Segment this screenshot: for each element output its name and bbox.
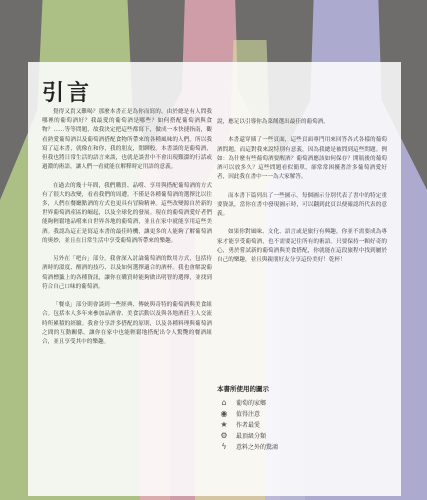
paragraph: 如果你對風味、文化、語言或是旅行有興趣，你並不需要成為專家才能享受葡萄酒，也不需要記住所有的術語。只要保持一顆好奇的心，勇於嘗試新的葡萄酒與美食搭配，你就能在這段旅程中找到屬於自己的樂趣，並且與親朋好友分享這份美好！乾杯！ — [217, 229, 387, 263]
legend-title: 本書所使用的圖示 — [217, 385, 269, 393]
home-icon: ⌂ — [221, 398, 227, 407]
legend-label: 葡萄的家鄉 — [236, 400, 267, 407]
legend-item — [217, 419, 387, 430]
paragraph: 「餐桌」部分則會談到一些經典、傳統與奇特的葡萄酒與美食組合。包括本人多年來參加品酒會、美食活動以及與各地酒莊主人交流時所累積的經驗。我會分享許多搭配的原則，以及各種料理與葡萄酒之間的互動關係，讓你在家中也能輕鬆地搭配出令人驚艷的餐酒組合，並且享受其中的樂趣。 — [42, 302, 212, 346]
paragraph: 本書還穿插了一些頁面，這些頁面專門用來回答各式各樣的葡萄酒問題，而這對我來說特別有意義，因為我總是被問到這些問題。例如：為什麼有些葡萄酒要醒酒？葡萄酒應該如何保存？開瓶後的葡萄酒可以放多久？這些問題看似簡單，卻常常困擾著許多葡萄酒愛好者，因此我在書中一一為大家解答。 — [217, 137, 387, 181]
legend-item — [217, 430, 387, 441]
eye-icon: ◉ — [220, 409, 228, 418]
legend-label: 作者最愛 — [236, 422, 261, 429]
legend-label: 意料之外的驚鴻 — [236, 444, 279, 451]
paragraph: 另外在「吧台」部分，我會深入討論葡萄酒的飲用方式，包括侍酒時的溫度、醒酒的技巧、以及如何選擇適合的酒杯。我也會解說葡萄酒標籤上的各種資訊，讓你在購買時能夠做出明智的選擇，並找到符合自己口味的葡萄酒。 — [42, 256, 212, 290]
paragraph: 說，應足以引導你為菜餚選出最佳的葡萄酒。 — [217, 119, 329, 125]
paragraph: 而本書下篇列出了一些圖示，每個圖示分別代表了書中的特定重要資訊，當你在書中發現圖示時，可以翻到此頁以便確認所代表的意義。 — [217, 192, 387, 217]
content-panel — [28, 62, 401, 496]
paragraph: 覺得又貴又難喝？那麼本書正是為你而寫的。由於總是有人問我哪裡的葡萄酒好？我最愛的葡萄酒是哪些？如何搭配葡萄酒與食物？……等等問題，故我決定把這些都寫下，做成一本快捷指南，觀看熟愛葡萄酒以及葡萄酒搭配食物所帶來的各種風味的人們。所以我寫了這本書，就像在和你，我的朋友，閒聊般。本書談的是葡萄酒，但我也將日常生活的語言來談，也就是談書中不會出現艱澀的行話或過濃的術語，讓人們一看就能在解釋時定用語的意義。 — [42, 109, 212, 171]
left-column — [42, 108, 212, 356]
legend-label: 最頂級分類 — [236, 433, 267, 440]
legend-item — [217, 397, 387, 408]
page-title: 引言 — [42, 80, 93, 106]
legend-item — [217, 408, 387, 419]
lightning-icon: ϟ — [221, 442, 227, 451]
gear-icon: ⚙ — [220, 431, 228, 440]
star-icon: ★ — [220, 420, 228, 429]
legend-item — [217, 441, 387, 452]
icon-legend — [217, 384, 387, 452]
paragraph: 在過去的幾十年間，我們購買、品嚐、享用與搭配葡萄酒的方式有了很大的改變，看看我們的周遭。不僅是各種葡萄酒的選擇比以往多，人們在餐廳點酒的方式也更具有冒險精神。這些改變源自於新的世界葡萄酒產區的崛起，以及全球化的發展。現在的葡萄酒愛好者們能夠輕鬆地品嚐來自世界各地的葡萄酒，並且在家中就能享用這些美酒。我認為這正是寫這本書的最佳時機，讓更多的人能夠了解葡萄酒的奧妙，並且在日常生活中享受葡萄酒所帶來的樂趣。 — [42, 182, 212, 244]
legend-label: 值得注意 — [236, 411, 261, 418]
right-column — [217, 118, 387, 274]
